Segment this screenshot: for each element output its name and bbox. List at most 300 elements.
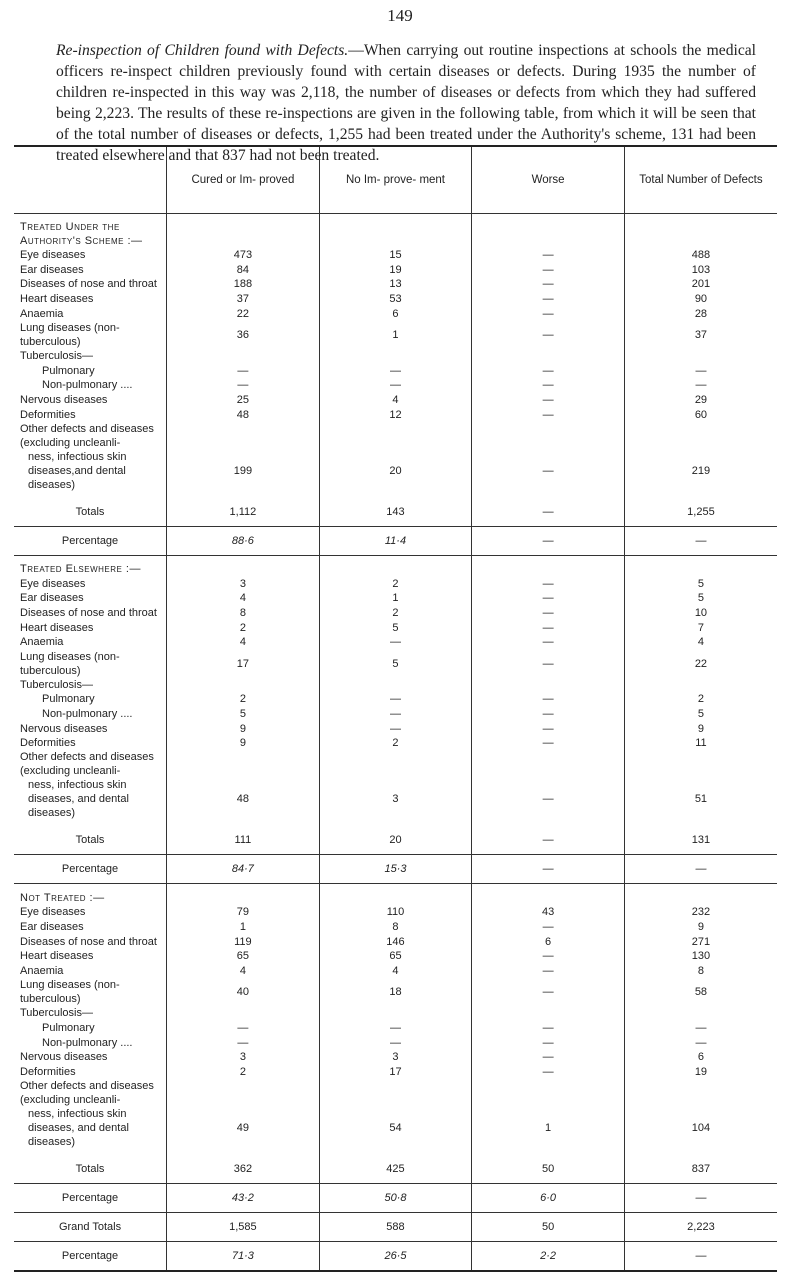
table-row	[14, 905, 777, 920]
row-value: —	[624, 378, 777, 393]
row-value: —	[472, 364, 625, 379]
totals-row	[14, 1213, 777, 1242]
table-row	[14, 1079, 777, 1107]
row-value	[167, 750, 320, 778]
row-label: Lung diseases (non-tuberculous)	[20, 321, 120, 348]
summary-label: Percentage	[14, 526, 167, 555]
totals-row	[14, 826, 777, 855]
col-header-total: Total Number of Defects	[624, 146, 777, 214]
row-label: Other defects and diseases (excluding uncleanli-	[20, 422, 154, 449]
row-label: Heart diseases	[20, 293, 94, 306]
row-value: —	[472, 707, 625, 722]
row-value	[624, 1006, 777, 1021]
row-value: —	[167, 378, 320, 393]
row-value: —	[319, 1035, 472, 1050]
empty-cell	[624, 214, 777, 249]
table-row	[14, 1021, 777, 1036]
row-value: 11	[624, 736, 777, 751]
row-value: 19	[624, 1064, 777, 1079]
row-label: Deformities	[20, 1065, 76, 1078]
row-value: —	[472, 248, 625, 263]
row-value: —	[319, 378, 472, 393]
row-value: 90	[624, 292, 777, 307]
row-value: 473	[167, 248, 320, 263]
row-value: 8	[624, 963, 777, 978]
summary-value: 1,255	[624, 498, 777, 527]
row-label: Lung diseases (non-tuberculous)	[20, 979, 120, 1006]
row-value: 6	[319, 306, 472, 321]
row-value	[472, 1079, 625, 1107]
row-value: 25	[167, 393, 320, 408]
row-value	[319, 678, 472, 693]
table-row	[14, 1050, 777, 1065]
row-value: 1	[472, 1107, 625, 1149]
row-value: 4	[167, 591, 320, 606]
row-value: 1	[319, 321, 472, 349]
reinspection-table	[14, 145, 777, 1272]
table-row	[14, 591, 777, 606]
row-value: —	[319, 364, 472, 379]
row-value: 18	[319, 978, 472, 1006]
row-value: 188	[167, 277, 320, 292]
row-value: 8	[319, 920, 472, 935]
row-value: 5	[319, 650, 472, 678]
row-value: —	[472, 949, 625, 964]
summary-value: 2,223	[624, 1213, 777, 1242]
row-value: —	[167, 364, 320, 379]
row-value: 9	[624, 721, 777, 736]
row-value	[167, 1079, 320, 1107]
table-row	[14, 1006, 777, 1021]
row-value: 3	[319, 778, 472, 820]
table-row	[14, 450, 777, 492]
row-value: —	[472, 450, 625, 492]
row-value: 36	[167, 321, 320, 349]
row-value	[624, 678, 777, 693]
row-value: —	[624, 364, 777, 379]
row-label: Anaemia	[20, 636, 64, 649]
row-value: —	[167, 1035, 320, 1050]
row-value: —	[472, 292, 625, 307]
table-row	[14, 778, 777, 820]
row-value: 65	[319, 949, 472, 964]
empty-cell	[472, 214, 625, 249]
row-value: 103	[624, 263, 777, 278]
row-value: 488	[624, 248, 777, 263]
row-value: 130	[624, 949, 777, 964]
row-value: 20	[319, 450, 472, 492]
table-row	[14, 692, 777, 707]
row-label: Non-pulmonary ....	[42, 379, 133, 392]
row-label: Heart diseases	[20, 950, 94, 963]
summary-value: 43·2	[167, 1184, 320, 1213]
summary-label: Grand Totals	[14, 1213, 167, 1242]
row-value	[472, 349, 625, 364]
row-value: —	[472, 736, 625, 751]
row-value: —	[472, 1021, 625, 1036]
row-label: Ear diseases	[20, 592, 84, 605]
summary-value: 84·7	[167, 855, 320, 884]
table-row	[14, 321, 777, 349]
row-value: 4	[167, 635, 320, 650]
summary-value: 837	[624, 1155, 777, 1184]
table-row	[14, 620, 777, 635]
empty-cell	[624, 884, 777, 905]
row-value	[624, 1079, 777, 1107]
table-row	[14, 1107, 777, 1149]
row-value: —	[472, 263, 625, 278]
row-value: —	[472, 692, 625, 707]
summary-value: 6·0	[472, 1184, 625, 1213]
row-value: 5	[319, 620, 472, 635]
intro-text: —When carrying out routine inspections at schools the medical officers re-inspect children previously found with certain diseases or defects. During 1935 the number of children re-inspected in this way was 2,118, the number of diseases or defects from which they had suffered being 2,223. The results of these re-inspections are given in the following table, from which it will be seen that of the total number of diseases or defects, 1,255 had been treated under the Authority's scheme, 131 had been treated elsewhere and that 837 had not been treated.	[56, 42, 757, 164]
row-value: 58	[624, 978, 777, 1006]
percentage-row	[14, 1242, 777, 1272]
row-value: —	[319, 635, 472, 650]
summary-value: 588	[319, 1213, 472, 1242]
row-value: —	[472, 650, 625, 678]
row-value: 79	[167, 905, 320, 920]
summary-value: —	[472, 826, 625, 855]
table-row	[14, 248, 777, 263]
summary-value: 131	[624, 826, 777, 855]
row-value: 54	[319, 1107, 472, 1149]
percentage-row	[14, 855, 777, 884]
summary-label: Percentage	[14, 855, 167, 884]
row-label: Ear diseases	[20, 263, 84, 276]
row-label: Eye diseases	[20, 577, 86, 590]
col-header-cured: Cured or Im- proved	[167, 146, 320, 214]
summary-value: 143	[319, 498, 472, 527]
table-row	[14, 934, 777, 949]
row-value: —	[319, 707, 472, 722]
row-value: 2	[167, 692, 320, 707]
row-value	[319, 750, 472, 778]
row-value: —	[472, 1050, 625, 1065]
row-value: 40	[167, 978, 320, 1006]
row-value: 146	[319, 934, 472, 949]
summary-value: 1,585	[167, 1213, 320, 1242]
row-value: 104	[624, 1107, 777, 1149]
row-label: Diseases of nose and throat	[20, 935, 157, 948]
row-label: Anaemia	[20, 964, 64, 977]
summary-value: 20	[319, 826, 472, 855]
row-value: 2	[319, 577, 472, 592]
row-label: Heart diseases	[20, 621, 94, 634]
row-value: 5	[624, 707, 777, 722]
summary-value: —	[624, 526, 777, 555]
row-value: 22	[167, 306, 320, 321]
row-value: 19	[319, 263, 472, 278]
empty-cell	[624, 555, 777, 576]
row-value: —	[472, 591, 625, 606]
row-value	[319, 1079, 472, 1107]
row-label: Diseases of nose and throat	[20, 607, 157, 620]
row-label: Nervous diseases	[20, 722, 108, 735]
summary-value: 111	[167, 826, 320, 855]
row-value	[624, 750, 777, 778]
row-value: 22	[624, 650, 777, 678]
table-row	[14, 306, 777, 321]
summary-value: —	[472, 498, 625, 527]
row-label: ness, infectious skin diseases,and dental diseases)	[28, 450, 127, 491]
row-value: 3	[167, 1050, 320, 1065]
row-label: Diseases of nose and throat	[20, 278, 157, 291]
row-value: 199	[167, 450, 320, 492]
table-row	[14, 263, 777, 278]
row-value: —	[319, 721, 472, 736]
row-value: 119	[167, 934, 320, 949]
table-row	[14, 650, 777, 678]
row-label: Ear diseases	[20, 920, 84, 933]
empty-cell	[319, 555, 472, 576]
summary-value: 88·6	[167, 526, 320, 555]
row-value: 201	[624, 277, 777, 292]
table-row	[14, 750, 777, 778]
row-value: —	[472, 920, 625, 935]
summary-value: 15·3	[319, 855, 472, 884]
summary-label: Percentage	[14, 1242, 167, 1272]
summary-value: —	[624, 855, 777, 884]
row-label: Pulmonary	[42, 1021, 95, 1034]
row-value: —	[472, 1035, 625, 1050]
row-value	[624, 349, 777, 364]
table-row	[14, 1035, 777, 1050]
row-value: 219	[624, 450, 777, 492]
summary-label: Totals	[14, 826, 167, 855]
row-value: 9	[167, 736, 320, 751]
row-value: —	[472, 321, 625, 349]
table-row	[14, 393, 777, 408]
row-value: —	[167, 1021, 320, 1036]
row-value: 9	[624, 920, 777, 935]
row-label: Anaemia	[20, 307, 64, 320]
table-row	[14, 606, 777, 621]
row-value: —	[472, 978, 625, 1006]
row-value: 4	[167, 963, 320, 978]
row-label: Deformities	[20, 737, 76, 750]
row-value: 5	[624, 577, 777, 592]
section-heading: Treated Elsewhere :—	[20, 563, 141, 576]
summary-value: 11·4	[319, 526, 472, 555]
row-label: Other defects and diseases (excluding uncleanli-	[20, 1080, 154, 1106]
row-label: Nervous diseases	[20, 394, 108, 407]
row-value: 2	[319, 606, 472, 621]
row-label: ness, infectious skin diseases, and dental diseases)	[28, 779, 129, 820]
section-heading-row	[14, 214, 777, 249]
row-value: 6	[624, 1050, 777, 1065]
row-value: 4	[624, 635, 777, 650]
table-row	[14, 963, 777, 978]
row-value: 7	[624, 620, 777, 635]
table-row	[14, 364, 777, 379]
row-value: 232	[624, 905, 777, 920]
empty-cell	[319, 884, 472, 905]
row-value: 10	[624, 606, 777, 621]
summary-value: 425	[319, 1155, 472, 1184]
table-row	[14, 949, 777, 964]
row-label: Other defects and diseases (excluding uncleanli-	[20, 751, 154, 778]
row-value: —	[472, 277, 625, 292]
intro-title: Re-inspection of Children found with Defects.	[56, 42, 349, 59]
row-value: 5	[624, 591, 777, 606]
row-value: 49	[167, 1107, 320, 1149]
row-value: 110	[319, 905, 472, 920]
row-label: Non-pulmonary ....	[42, 1036, 133, 1049]
summary-value: 26·5	[319, 1242, 472, 1272]
percentage-row	[14, 1184, 777, 1213]
summary-label: Percentage	[14, 1184, 167, 1213]
row-label: ness, infectious skin diseases, and dental diseases)	[28, 1108, 129, 1148]
table-row	[14, 422, 777, 450]
row-value: 2	[319, 736, 472, 751]
row-label: Lung diseases (non-tuberculous)	[20, 650, 120, 677]
table-row	[14, 978, 777, 1006]
empty-cell	[319, 214, 472, 249]
row-value: 4	[319, 963, 472, 978]
col-header-no-improvement: No Im- prove- ment	[319, 146, 472, 214]
row-value: 271	[624, 934, 777, 949]
table-row	[14, 635, 777, 650]
table-row	[14, 577, 777, 592]
row-value	[167, 349, 320, 364]
table-row	[14, 292, 777, 307]
row-value: 48	[167, 778, 320, 820]
row-value	[319, 422, 472, 450]
row-value: 13	[319, 277, 472, 292]
page-number: 149	[387, 6, 413, 25]
row-label: Tuberculosis—	[20, 1007, 93, 1020]
section-heading: Not Treated :—	[20, 891, 105, 904]
row-value: —	[472, 577, 625, 592]
row-value	[472, 422, 625, 450]
row-label: Nervous diseases	[20, 1051, 108, 1064]
row-value: —	[624, 1035, 777, 1050]
empty-cell	[167, 555, 320, 576]
summary-value: 50	[472, 1155, 625, 1184]
row-value: 17	[167, 650, 320, 678]
totals-row	[14, 1155, 777, 1184]
table-row	[14, 920, 777, 935]
row-value: —	[472, 721, 625, 736]
row-label: Tuberculosis—	[20, 350, 93, 363]
header-blank	[14, 146, 167, 214]
row-value: —	[472, 778, 625, 820]
row-value: —	[472, 620, 625, 635]
summary-value: 50·8	[319, 1184, 472, 1213]
row-value: 8	[167, 606, 320, 621]
row-value: 48	[167, 407, 320, 422]
summary-label: Totals	[14, 1155, 167, 1184]
row-value: —	[472, 606, 625, 621]
summary-value: 1,112	[167, 498, 320, 527]
row-label: Non-pulmonary ....	[42, 707, 133, 720]
row-value: 2	[167, 1064, 320, 1079]
row-value: —	[472, 306, 625, 321]
row-value	[472, 750, 625, 778]
row-value: —	[319, 692, 472, 707]
row-value: 17	[319, 1064, 472, 1079]
row-value: 84	[167, 263, 320, 278]
table-row	[14, 277, 777, 292]
row-value: 53	[319, 292, 472, 307]
row-label: Deformities	[20, 408, 76, 421]
section-heading-row	[14, 884, 777, 905]
summary-value: 362	[167, 1155, 320, 1184]
row-value	[319, 349, 472, 364]
row-value: 65	[167, 949, 320, 964]
row-label: Eye diseases	[20, 906, 86, 919]
row-value	[167, 1006, 320, 1021]
row-value: —	[624, 1021, 777, 1036]
row-value	[167, 422, 320, 450]
empty-cell	[167, 214, 320, 249]
table-row	[14, 378, 777, 393]
summary-value: 2·2	[472, 1242, 625, 1272]
summary-value: 50	[472, 1213, 625, 1242]
col-header-worse: Worse	[472, 146, 625, 214]
row-value: 28	[624, 306, 777, 321]
totals-row	[14, 498, 777, 527]
row-value: —	[472, 378, 625, 393]
table-row	[14, 721, 777, 736]
percentage-row	[14, 526, 777, 555]
empty-cell	[472, 884, 625, 905]
row-label: Eye diseases	[20, 249, 86, 262]
row-value: 2	[624, 692, 777, 707]
row-value: 60	[624, 407, 777, 422]
row-value: 2	[167, 620, 320, 635]
section-heading-row	[14, 555, 777, 576]
summary-value: —	[624, 1242, 777, 1272]
row-label: Pulmonary	[42, 364, 95, 377]
row-value: 37	[624, 321, 777, 349]
row-value: 5	[167, 707, 320, 722]
section-heading: Treated Under the Authority's Scheme :—	[20, 221, 143, 247]
row-value: —	[472, 393, 625, 408]
row-value: 3	[167, 577, 320, 592]
row-value: —	[472, 635, 625, 650]
row-value: —	[319, 1021, 472, 1036]
row-value: —	[472, 407, 625, 422]
table-row	[14, 678, 777, 693]
row-value: 43	[472, 905, 625, 920]
row-value	[167, 678, 320, 693]
row-value: 1	[167, 920, 320, 935]
table-header-row	[14, 146, 777, 214]
row-value: 3	[319, 1050, 472, 1065]
row-value: 1	[319, 591, 472, 606]
empty-cell	[472, 555, 625, 576]
summary-label: Totals	[14, 498, 167, 527]
empty-cell	[167, 884, 320, 905]
row-value: —	[472, 1064, 625, 1079]
row-value: 12	[319, 407, 472, 422]
summary-value: —	[472, 855, 625, 884]
row-value: —	[472, 963, 625, 978]
table-row	[14, 349, 777, 364]
row-value: 37	[167, 292, 320, 307]
row-value	[319, 1006, 472, 1021]
summary-value: —	[472, 526, 625, 555]
row-label: Pulmonary	[42, 693, 95, 706]
table-row	[14, 736, 777, 751]
table-row	[14, 407, 777, 422]
row-value: 6	[472, 934, 625, 949]
table-row	[14, 1064, 777, 1079]
row-value	[624, 422, 777, 450]
row-value: 9	[167, 721, 320, 736]
